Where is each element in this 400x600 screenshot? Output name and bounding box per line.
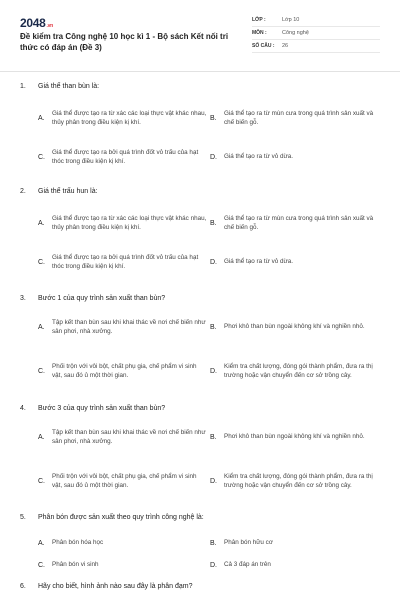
option-b[interactable] (210, 421, 378, 453)
option-text: Giá thể được tạo ra từ xác các loại thực vật khác nhau, thủy phân trong điều kiện kị khí. (52, 109, 207, 126)
question-2 (20, 185, 382, 280)
options-list (20, 419, 382, 503)
option-c[interactable] (38, 143, 216, 171)
option-letter: C. (38, 153, 45, 161)
options-list (20, 528, 382, 574)
option-letter: D. (210, 477, 217, 485)
option-text: Phối trộn với vôi bột, chất phụ gia, chế phẩm vi sinh vật, sau đó ủ một thời gian. (52, 472, 197, 489)
question-text: Giá thể than bùn là: (38, 82, 100, 90)
question-3 (20, 292, 382, 393)
question-text: Phân bón được sản xuất theo quy trình công nghệ là: (38, 513, 204, 521)
question-header (20, 402, 382, 414)
option-text: Giá thể được tạo ra bởi quá trình đốt vỏ trấu của hạt thóc trong điều kiện kị khí. (52, 148, 199, 165)
question-6 (20, 580, 382, 592)
site-logo[interactable] (20, 16, 53, 30)
question-number: 4. (20, 404, 26, 412)
question-number: 3. (20, 294, 26, 302)
option-d[interactable] (210, 558, 378, 572)
page-header (0, 0, 400, 72)
question-header (20, 511, 382, 523)
option-text: Kiểm tra chất lượng, đóng gói thành phẩm, đưa ra thị trường hoặc vận chuyển đến cơ sở trồng cây. (224, 472, 373, 489)
option-text: Phân bón hữu cơ (224, 539, 273, 547)
option-a[interactable] (38, 311, 216, 343)
option-d[interactable] (210, 248, 378, 276)
option-letter: B. (210, 539, 217, 547)
meta-row-count (252, 40, 380, 53)
option-text: Giá thể tạo ra từ mùn cưa trong quá trình sản xuất và chế biến gỗ. (224, 214, 374, 231)
option-letter: D. (210, 561, 217, 569)
option-b[interactable] (210, 536, 378, 550)
option-letter: C. (38, 367, 45, 375)
option-a[interactable] (38, 99, 216, 137)
option-text: Giá thể được tạo ra bởi quá trình đốt vỏ trấu của hạt thóc trong điều kiện kị khí. (52, 253, 199, 270)
option-text: Phối trộn với vôi bột, chất phụ gia, chế phẩm vi sinh vật, sau đó ủ một thời gian. (52, 362, 197, 379)
option-text: Phân bón vi sinh (52, 561, 99, 569)
question-number: 2. (20, 187, 26, 195)
option-letter: D. (210, 367, 217, 375)
question-text: Bước 1 của quy trình sản xuất than bùn? (38, 294, 166, 302)
option-text: Giá thể tạo ra từ mùn cưa trong quá trình sản xuất và chế biến gỗ. (224, 109, 374, 126)
question-header (20, 185, 382, 197)
option-letter: A. (38, 219, 45, 227)
option-c[interactable] (38, 558, 216, 572)
option-text: Tập kết than bùn sau khi khai thác về nơi chế biến như sân phơi, nhà xưởng. (52, 318, 206, 335)
option-text: Giá thể được tạo ra từ xác các loại thực vật khác nhau, thủy phân trong điều kiện kị khí. (52, 214, 207, 231)
option-letter: B. (210, 433, 217, 441)
options-list (20, 202, 382, 280)
option-b[interactable] (210, 99, 378, 137)
option-letter: A. (38, 433, 45, 441)
question-4 (20, 402, 382, 503)
option-letter: B. (210, 219, 217, 227)
option-text: Kiểm tra chất lượng, đóng gói thành phẩm, đưa ra thị trường hoặc vận chuyển đến cơ sở trồng cây. (224, 362, 373, 379)
question-text: Giá thể trấu hun là: (38, 187, 98, 195)
page-title: Đề kiểm tra Công nghệ 10 học kì 1 - Bộ sách Kết nối tri thức có đáp án (Đề 3) (20, 32, 229, 52)
meta-key: SỐ CÂU : (252, 43, 275, 49)
meta-key: MÔN : (252, 30, 267, 36)
meta-key: LỚP : (252, 17, 266, 23)
question-text: Hãy cho biết, hình ảnh nào sau đây là phân đạm? (38, 582, 193, 590)
option-a[interactable] (38, 204, 216, 242)
option-text: Phơi khô than bùn ngoài không khí và nghiền nhỏ. (224, 323, 365, 331)
question-number: 1. (20, 82, 26, 90)
option-letter: A. (38, 323, 45, 331)
option-text: Tập kết than bùn sau khi khai thác về nơi chế biến như sân phơi, nhà xưởng. (52, 428, 206, 445)
logo-text: 2048 (20, 16, 46, 30)
options-list (20, 309, 382, 393)
question-text: Bước 3 của quy trình sản xuất than bùn? (38, 404, 166, 412)
option-text: Cả 3 đáp án trên (224, 561, 271, 569)
meta-value: 26 (282, 43, 289, 49)
option-letter: A. (38, 539, 45, 547)
option-text: Phân bón hóa học (52, 539, 104, 547)
option-text: Phơi khô than bùn ngoài không khí và nghiền nhỏ. (224, 433, 365, 441)
option-c[interactable] (38, 353, 216, 389)
meta-value: Lớp 10 (282, 17, 300, 23)
option-d[interactable] (210, 353, 378, 389)
option-letter: C. (38, 258, 45, 266)
meta-row-class (252, 14, 380, 27)
option-b[interactable] (210, 311, 378, 343)
logo-suffix: .vn (46, 23, 53, 29)
question-number: 6. (20, 582, 26, 590)
option-a[interactable] (38, 536, 216, 550)
exam-meta (252, 14, 380, 53)
option-letter: D. (210, 258, 217, 266)
option-letter: B. (210, 323, 217, 331)
question-header (20, 292, 382, 304)
option-letter: C. (38, 477, 45, 485)
option-c[interactable] (38, 463, 216, 499)
question-header (20, 80, 382, 92)
option-letter: D. (210, 153, 217, 161)
option-d[interactable] (210, 463, 378, 499)
question-number: 5. (20, 513, 26, 521)
option-letter: B. (210, 114, 217, 122)
question-5 (20, 511, 382, 574)
option-c[interactable] (38, 248, 216, 276)
option-b[interactable] (210, 204, 378, 242)
options-list (20, 97, 382, 175)
option-d[interactable] (210, 143, 378, 171)
option-letter: A. (38, 114, 45, 122)
question-1 (20, 80, 382, 175)
meta-value: Công nghệ (282, 30, 309, 36)
option-text: Giá thể tạo ra từ vỏ dừa. (224, 153, 293, 161)
meta-row-subject (252, 27, 380, 40)
option-a[interactable] (38, 421, 216, 453)
option-text: Giá thể tạo ra từ vỏ dừa. (224, 258, 293, 266)
option-letter: C. (38, 561, 45, 569)
question-header (20, 580, 382, 592)
